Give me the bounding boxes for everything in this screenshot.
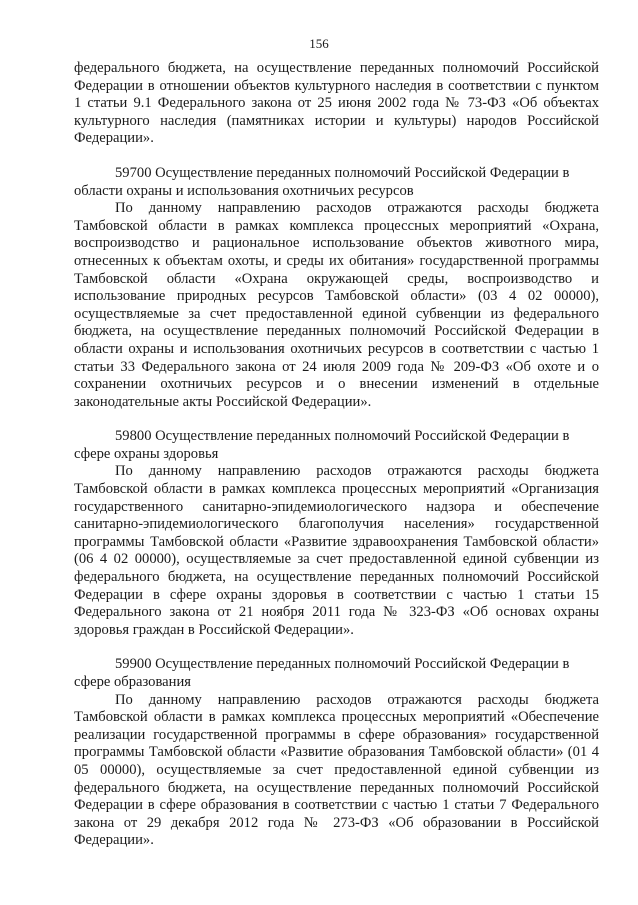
page-number: 156 — [309, 36, 329, 51]
section-body: По данному направлению расходов отражаются расходы бюджета Тамбовской области в рамках комплекса процессных мероприятий «Обеспечение реализации государственной программы в сфере образования» государственной программы Тамбовской области «Развитие образования Тамбовской области» (01 4 05 00000), осуществляемые за счет предоставленной единой субвенции из федерального бюджета, на осуществление переданных полномочий Российской Федерации в сфере образования в соответствии с частью 1 статьи 7 Федерального закона от 29 декабря 2012 года № 273-ФЗ «Об образовании в Российской Федерации». — [74, 691, 599, 849]
section-title: 59700 Осуществление переданных полномочий Российской Федерации в области охраны и использования охотничьих ресурсов — [74, 164, 570, 199]
intro-paragraph: федерального бюджета, на осуществление переданных полномочий Российской Федерации в отношении объектов культурного наследия в соответствии с пунктом 1 статьи 9.1 Федерального закона от 25 июня 2002 года № 73-ФЗ «Об объектах культурного наследия (памятниках истории и культуры) народов Российской Федерации». — [74, 60, 599, 147]
section-title: 59800 Осуществление переданных полномочий Российской Федерации в сфере охраны здоровья — [74, 428, 570, 462]
section-59900 — [74, 656, 599, 850]
document-body — [74, 60, 599, 850]
section-59800 — [74, 428, 599, 639]
section-title: 59900 Осуществление переданных полномочий Российской Федерации в сфере образования — [74, 656, 570, 690]
section-body: По данному направлению расходов отражаются расходы бюджета Тамбовской области в рамках комплекса процессных мероприятий «Организация государственного санитарно-эпидемиологического надзора и обеспечение санитарно-эпидемиологического благополучия населения» государственной программы Тамбовской области «Развитие здравоохранения Тамбовской области» (06 4 02 00000), осуществляемые за счет предоставленной единой субвенции из федерального бюджета, на осуществление переданных полномочий Российской Федерации в сфере охраны здоровья в соответствии с частью 1 статьи 15 Федерального закона от 21 ноября 2011 года № 323-ФЗ «Об основах охраны здоровья граждан в Российской Федерации». — [74, 463, 599, 638]
section-body: По данному направлению расходов отражаются расходы бюджета Тамбовской области в рамках комплекса процессных мероприятий «Охрана, воспроизводство и рациональное использование объектов животного мира, отнесенных к объектам охоты, и среды их обитания» государственной программы Тамбовской области «Охрана окружающей среды, воспроизводство и использование природных ресурсов Тамбовской области» (03 4 02 00000), осуществляемые за счет предоставленной единой субвенции из федерального бюджета, на осуществление переданных полномочий Российской Федерации в области охраны и использования охотничьих ресурсов в соответствии с частью 1 статьи 33 Федерального закона от 24 июля 2009 года № 209-ФЗ «Об охоте и о сохранении охотничьих ресурсов и о внесении изменений в отдельные законодательные акты Российской Федерации». — [74, 200, 599, 410]
section-59700 — [74, 165, 599, 411]
